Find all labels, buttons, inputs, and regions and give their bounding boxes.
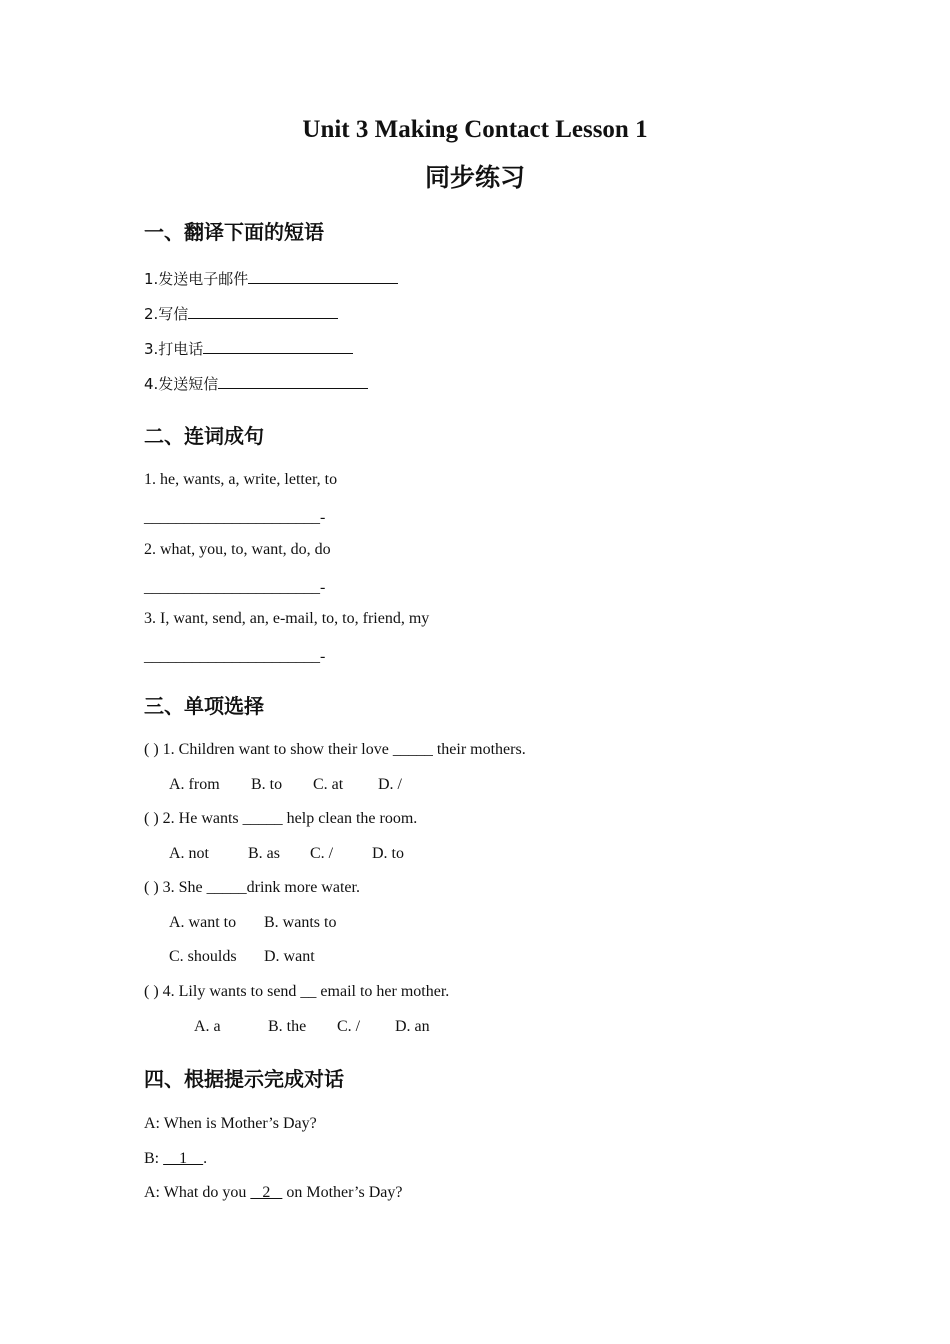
question-stem-1: ( ) 1. Children want to show their love _____ their mothers. [144,741,526,758]
section-heading-choice: 三、单项选择 [144,694,264,718]
sentence-answer-1[interactable]: ______________________- [144,509,326,526]
option[interactable]: D. want [264,948,315,965]
translate-item-3: 3.打电话 [144,338,353,359]
option[interactable]: B. the [268,1018,307,1035]
question-stem-2: ( ) 2. He wants _____ help clean the room. [144,810,418,827]
option[interactable]: A. a [194,1018,221,1035]
dialogue-line-1: A: When is Mother’s Day? [144,1115,317,1132]
question-options-2 [169,845,404,863]
answer-blank[interactable] [218,374,368,389]
dialogue-blank-1[interactable]: 1 [163,1150,204,1167]
option[interactable]: A. want to [169,914,237,931]
question-stem-3: ( ) 3. She _____drink more water. [144,879,360,896]
sentence-prompt-1: 1. he, wants, a, write, letter, to [144,471,338,488]
sentence-answer-3[interactable]: ______________________- [144,648,326,665]
dialogue-line-2: B: 1 . [144,1150,208,1167]
question-options-3a [169,914,336,932]
sentence-prompt-3: 3. I, want, send, an, e-mail, to, to, friend, my [144,610,430,627]
option[interactable]: D. to [372,845,404,862]
option[interactable]: B. to [251,776,283,793]
section-heading-sentences: 二、连词成句 [144,424,264,448]
sentence-prompt-2: 2. what, you, to, want, do, do [144,541,331,558]
option[interactable]: B. wants to [264,914,337,931]
option[interactable]: D. an [395,1018,430,1035]
section-heading-translate: 一、翻译下面的短语 [144,220,324,244]
translate-item-1: 1.发送电子邮件 [144,268,398,289]
option[interactable]: A. from [169,776,220,793]
question-options-1 [169,776,402,794]
translate-item-2: 2.写信 [144,303,338,324]
page-title: Unit 3 Making Contact Lesson 1 [302,116,648,143]
dialogue-line-3: A: What do you 2 on Mother’s Day? [144,1184,403,1201]
option[interactable]: C. / [310,845,334,862]
option[interactable]: A. not [169,845,209,862]
option[interactable]: C. shoulds [169,948,237,965]
answer-blank[interactable] [203,339,353,354]
option[interactable]: C. / [337,1018,361,1035]
question-options-3b [169,948,315,966]
section-heading-dialogue: 四、根据提示完成对话 [144,1067,344,1091]
question-stem-4: ( ) 4. Lily wants to send __ email to her mother. [144,983,450,1000]
option[interactable]: B. as [248,845,280,862]
translate-item-4: 4.发送短信 [144,373,368,394]
option[interactable]: D. / [378,776,402,793]
answer-blank[interactable] [188,304,338,319]
option[interactable]: C. at [313,776,344,793]
answer-blank[interactable] [248,269,398,284]
question-options-4 [194,1018,430,1036]
sentence-answer-2[interactable]: ______________________- [144,579,326,596]
page-subtitle: 同步练习 [424,163,525,192]
dialogue-blank-2[interactable]: 2 [250,1184,283,1201]
